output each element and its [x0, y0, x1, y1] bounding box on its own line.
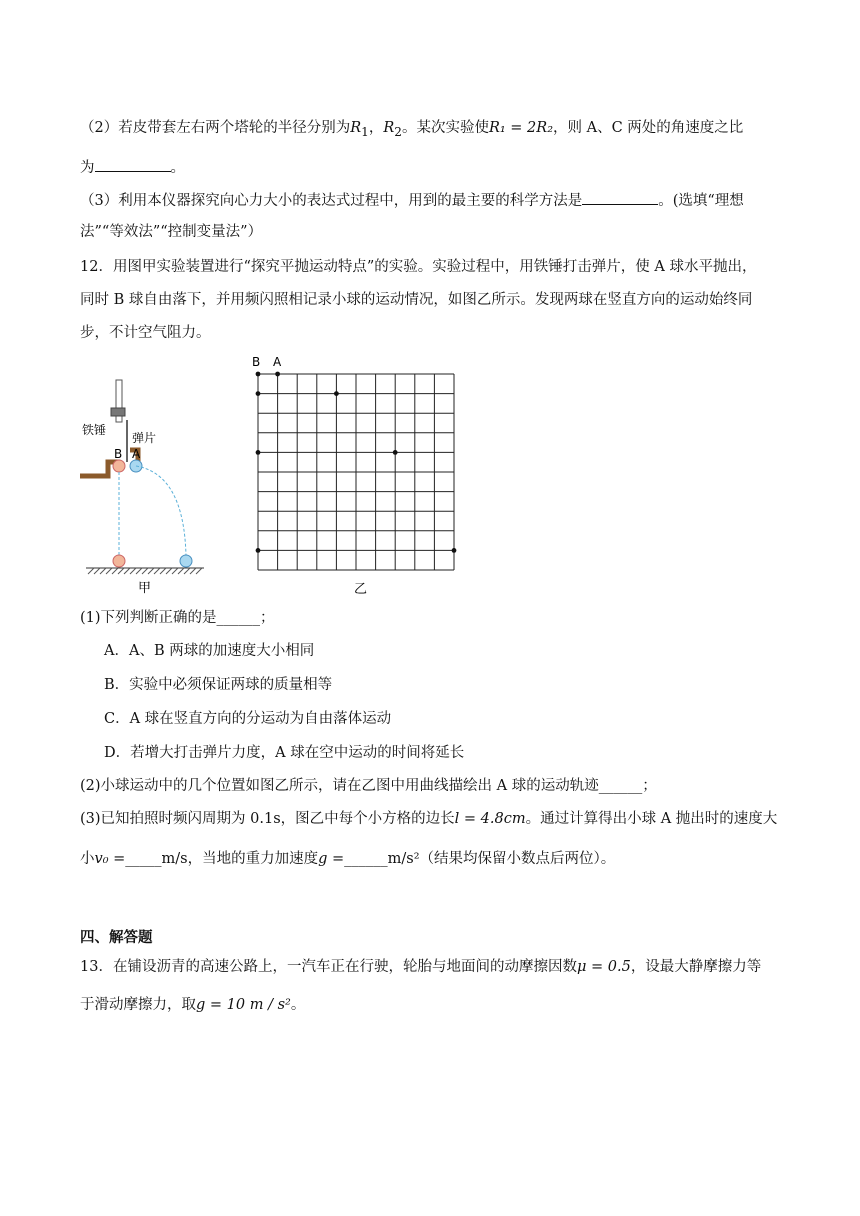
q12-sub3-l2-mid: ，当地的重力加速度 [187, 851, 319, 867]
q12-sub2: (2)小球运动中的几个位置如图乙所示，请在乙图中用曲线描绘出 A 球的运动轨迹______； [80, 778, 657, 794]
q12-stem-line3: 步，不计空气阻力。 [80, 325, 211, 341]
q12-stem-line1: 12．用图甲实验装置进行“探究平抛运动特点”的实验。实验过程中，用铁锤打击弹片，使 A 球水平抛出， [80, 259, 757, 275]
grid-lines [258, 374, 454, 570]
q11-part2-line2 [80, 157, 185, 178]
q13-g: g = 10 m / s² [196, 997, 291, 1013]
q12-option-a: A．A、B 两球的加速度大小相同 [104, 643, 315, 659]
q11-eq: R₁ = 2R₂ [488, 120, 554, 136]
grid-ball-position [256, 372, 261, 377]
q12-sub3-line1 [80, 809, 777, 829]
q11-sep: ， [368, 120, 384, 136]
label-spring: 弹片 [132, 431, 157, 445]
q11-r2: R [383, 120, 395, 136]
q12-option-b: B．实验中必须保证两球的质量相等 [104, 677, 333, 693]
caption-yi: 乙 [354, 582, 368, 597]
q13-line1 [80, 957, 761, 977]
q12-option-d: D．若增大打击弹片力度，A 球在空中运动的时间将延长 [104, 745, 465, 761]
caption-jia: 甲 [138, 581, 152, 596]
answer-blank-g[interactable]: ______ [344, 851, 388, 867]
label-ball-a: A [132, 447, 141, 461]
q12-sub3-length: l = 4.8cm [454, 811, 526, 827]
q11-r1-sub: 1 [361, 124, 369, 139]
q12-sub3-text-b: 。通过计算得出小球 A 抛出时的速度大 [525, 811, 778, 827]
q12-stem-line2: 同时 B 球自由落下，并用频闪照相记录小球的运动情况，如图乙所示。发现两球在竖直方向的运动始终同 [80, 292, 753, 308]
hammer-head [111, 408, 125, 416]
q13-text-b: ，设最大静摩擦力等 [630, 959, 762, 975]
ball-a-end [180, 555, 192, 567]
grid-ball-position [256, 548, 261, 553]
ball-a-path [136, 466, 186, 556]
q13-text-a: 13．在铺设沥青的高速公路上，一汽车正在行驶，轮胎与地面间的动摩擦因数 [80, 959, 577, 975]
figure-jia-apparatus [78, 370, 213, 600]
q12-option-c: C．A 球在竖直方向的分运动为自由落体运动 [104, 711, 392, 727]
grid-label-a: A [273, 355, 282, 369]
ball-b-start [113, 460, 125, 472]
q11-part3-line1 [80, 190, 744, 211]
q13-text-d: 。 [290, 997, 306, 1013]
grid-label-b: B [252, 355, 261, 369]
q13-text-c: 于滑动摩擦力，取 [80, 997, 196, 1013]
answer-blank[interactable] [582, 190, 658, 205]
q13-mu: μ = 0.5 [576, 959, 631, 975]
q12-sub3-line2 [80, 849, 615, 869]
grid-ball-position [393, 450, 398, 455]
q11-part2-line1 [80, 118, 743, 142]
grid-ball-position [275, 372, 280, 377]
q11-part2-prefix: （2）若皮带套左右两个塔轮的半径分别为 [80, 120, 351, 136]
label-hammer: 铁锤 [82, 423, 107, 437]
q11-part2-suffix: ，则 A、C 两处的角速度之比 [553, 120, 744, 136]
q11-part2-mid: 。某次实验使 [401, 120, 489, 136]
q11-part3-line2: 法”“等效法”“控制变量法”） [80, 224, 263, 240]
q12-sub3-text-a: (3)已知拍照时频闪周期为 0.1s，图乙中每个小方格的边长 [80, 811, 455, 827]
grid-ball-position [334, 391, 339, 396]
q11-r2-sub: 2 [394, 124, 402, 139]
q11-part3-text: （3）利用本仪器探究向心力大小的表达式过程中，用到的最主要的科学方法是 [80, 193, 583, 209]
q12-g: g = [318, 851, 345, 867]
q11-part2-line2-suffix: 。 [170, 160, 185, 176]
answer-blank-v0[interactable]: _____ [125, 851, 162, 867]
grid-ball-position [452, 548, 457, 553]
ground-hatching [88, 568, 202, 574]
grid-ball-position [256, 391, 261, 396]
q13-line2 [80, 995, 305, 1015]
q12-sub3-tail: （结果均保留小数点后两位）。 [419, 851, 616, 867]
figure-yi-grid [245, 350, 465, 600]
q12-unit-ms2: m/s² [387, 851, 420, 867]
q12-sub3-l2-a: 小 [80, 851, 95, 867]
ball-b-end [113, 555, 125, 567]
q11-part2-line2-prefix: 为 [80, 160, 95, 176]
q12-unit-ms: m/s [161, 851, 188, 867]
grid-ball-position [256, 450, 261, 455]
q11-part3-suffix: 。(选填“理想 [658, 193, 744, 209]
q12-v0: v₀ = [94, 851, 126, 867]
q12-sub1: (1)下列判断正确的是______； [80, 610, 275, 626]
section-title-4: 四、解答题 [80, 930, 153, 946]
label-ball-b: B [114, 447, 123, 461]
q11-r1: R [350, 120, 362, 136]
answer-blank[interactable] [95, 157, 171, 172]
